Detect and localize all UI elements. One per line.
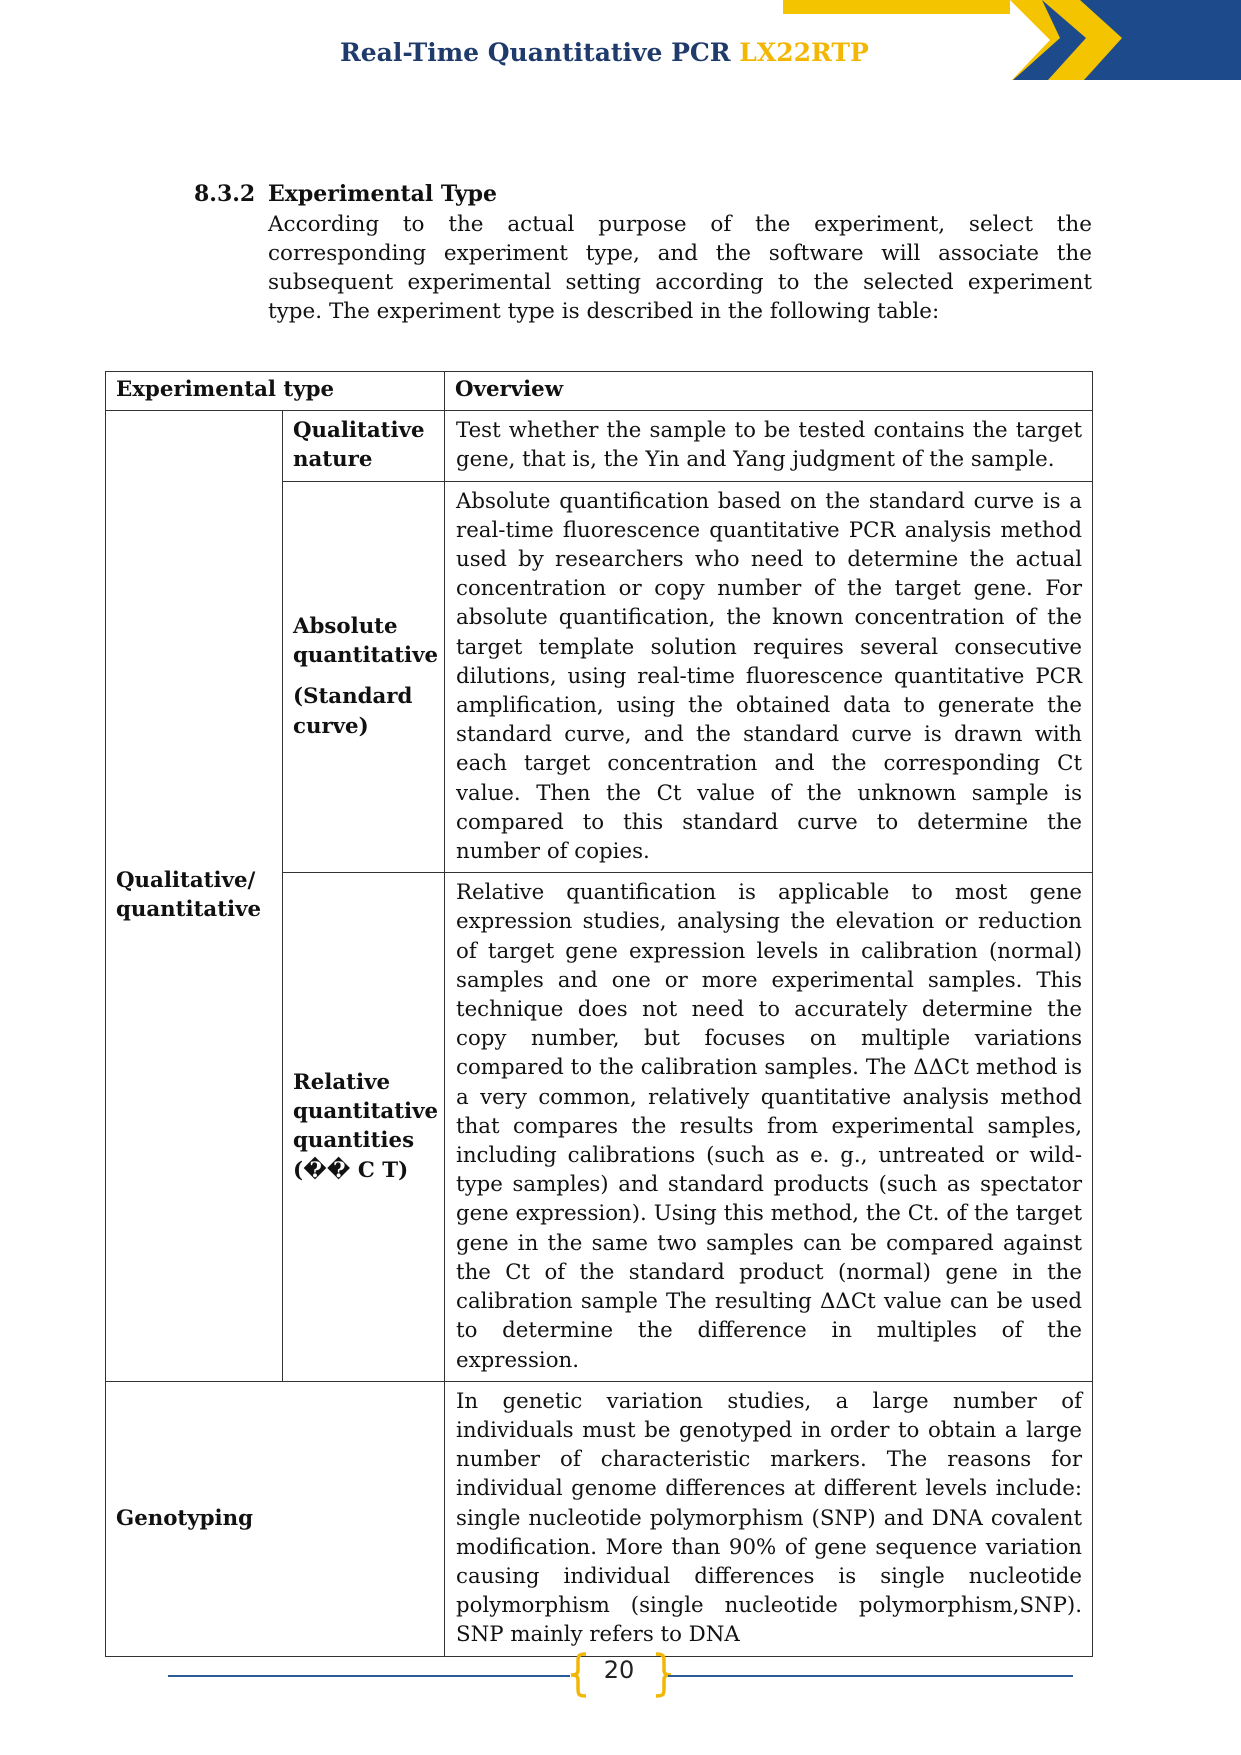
overview-genotyping: In genetic variation studies, a large number of individuals must be genotyped in order to obtain a large number of characteristic markers. The reasons for individual genome differences at different levels include: single nucleotide polymorphism (SNP) and DNA covalent modification. More than 90% of gene sequence variation causing individual differences is single nucleotide polymorphism (single nucleotide polymorphism,SNP). SNP mainly refers to DNA bbox=[445, 1381, 1093, 1656]
type-absolute-quantitative bbox=[283, 481, 445, 873]
table-row bbox=[106, 1381, 1093, 1656]
table-header-row bbox=[106, 372, 1093, 411]
section-title: Experimental Type bbox=[268, 181, 498, 207]
document-title: Real-Time Quantitative PCR bbox=[340, 38, 731, 67]
section-intro-paragraph: According to the actual purpose of the experiment, select the corresponding experiment type, and the software will associate the subsequent experimental setting according to the selected experiment type. The experiment type is described in the following table: bbox=[268, 212, 1092, 324]
experiment-type-table bbox=[105, 371, 1093, 1657]
type-label: Absolute quantitative bbox=[293, 614, 439, 669]
footer-line-right bbox=[668, 1675, 1073, 1677]
footer-line-left bbox=[168, 1675, 570, 1677]
type-qualitative-nature bbox=[283, 411, 445, 481]
type-relative-quantitative bbox=[283, 873, 445, 1381]
column-header-experimental-type: Experimental type bbox=[106, 372, 445, 411]
product-model: LX22RTP bbox=[739, 38, 869, 67]
table-row bbox=[106, 411, 1093, 481]
section-number: 8.3.2 bbox=[194, 181, 256, 207]
page-number: 20 bbox=[603, 1656, 635, 1684]
category-genotyping: Genotyping bbox=[106, 1381, 445, 1656]
type-label: Qualitative nature bbox=[293, 418, 425, 473]
column-header-overview: Overview bbox=[445, 372, 1093, 411]
overview-qualitative-nature: Test whether the sample to be tested contains the target gene, that is, the Yin and Yang judgment of the sample. bbox=[445, 411, 1093, 481]
category-qualitative-quantitative: Qualitative/ quantitative bbox=[106, 411, 283, 1382]
header-chevron-decoration bbox=[780, 0, 1241, 82]
overview-relative-quantitative: Relative quantification is applicable to most gene expression studies, analysing the elevation or reduction of target gene expression levels in calibration (normal) samples and one or more experimental samples. This technique does not need to accurately determine the copy number, but focuses on multiple variations compared to the calibration samples. The ΔΔCt method is a very common, relatively quantitative analysis method that compares the results from experimental samples, including calibrations (such as e. g., untreated or wild-type samples) and standard products (such as spectator gene expression). Using this method, the Ct. of the target gene in the same two samples can be compared against the Ct of the standard product (normal) gene in the calibration sample The resulting ΔΔCt value can be used to determine the difference in multiples of the expression. bbox=[445, 873, 1093, 1381]
type-sublabel: (Standard curve) bbox=[293, 684, 413, 739]
overview-absolute-quantitative: Absolute quantification based on the standard curve is a real-time fluorescence quantitative PCR analysis method used by researchers who need to determine the actual concentration or copy number of the target gene. For absolute quantification, the known concentration of the target template solution requires several consecutive dilutions, using real-time fluorescence quantitative PCR amplification, using the obtained data to generate the standard curve, and the standard curve is drawn with each target concentration and the corresponding Ct value. Then the Ct value of the unknown sample is compared to this standard curve to determine the number of copies. bbox=[445, 481, 1093, 873]
type-label: Relative quantitative quantities (�� C T) bbox=[293, 1070, 439, 1183]
section-heading bbox=[194, 181, 497, 207]
